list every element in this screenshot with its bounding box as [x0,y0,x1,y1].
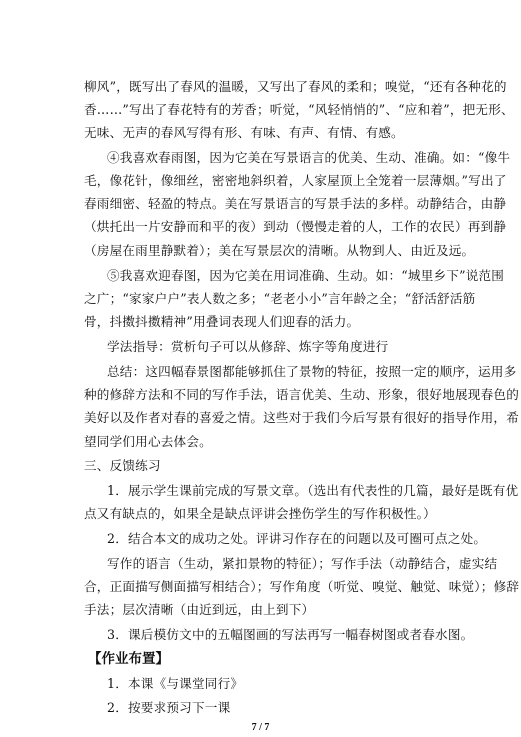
paragraph-line: 香……”写出了春花特有的芳香；听觉，“风轻悄悄的”、“应和着”，把无形、 [84,102,514,117]
paragraph-line: 合，正面描写侧面描写相结合）；写作角度（听觉、嗅觉、触觉、味觉）；修辞 [84,579,520,594]
paragraph-line: （烘托出一片安静而和平的夜）到动（慢慢走着的人，工作的农民）再到静 [84,219,507,234]
paragraph-line: 毛，像花针，像细丝，密密地斜织着，人家屋顶上全笼着一层薄烟。”写出了 [84,173,507,188]
paragraph-line: 学法指导：赏析句子可以从修辞、炼字等角度进行 [107,339,389,354]
paragraph-line: 柳风”，既写出了春风的温暖，又写出了春风的柔和；嗅觉，“还有各种花的 [84,79,507,94]
paragraph-line: 总结：这四幅春景图都能够抓住了景物的特征，按照一定的顺序，运用多 [107,364,517,379]
paragraph-line: 写作的语言（生动，紧扣景物的特征）；写作手法（动静结合，虚实结 [107,556,498,571]
paragraph-line: 3．课后模仿文中的五幅图画的写法再写一幅春树图或者春水图。 [107,627,474,642]
paragraph-line: 春雨细密、轻盈的特点。美在写景语言的写景手法的多样。动静结合，由静 [84,196,507,211]
homework-heading: 【作业布置】 [88,651,169,667]
paragraph-line: 美好以及作者对春的喜爱之情。这些对于我们今后写景有很好的指导作用，希 [84,410,519,425]
paragraph-line: （房屋在雨里静默着）；美在写景层次的清晰。从物到人、由近及远。 [84,243,475,258]
page-number: 7 / 7 [251,722,270,733]
paragraph-line: 2．结合本文的成功之处。评讲习作存在的问题以及可圈可点之处。 [107,531,487,546]
paragraph-line: 1．展示学生课前完成的写景文章。（选出有代表性的几篇，最好是既有优 [107,483,519,498]
homework-item: 1．本课《与课堂同行》 [107,676,244,691]
paragraph-line: 点又有缺点的，如果全是缺点评讲会挫伤学生的写作积极性。） [84,506,436,521]
paragraph-line: 骨，抖擞抖擞精神”用叠词表现人们迎春的活力。 [84,314,360,329]
paragraph-line: 手法；层次清晰（由近到远，由上到下） [84,602,315,617]
paragraph-line: ⑤我喜欢迎春图，因为它美在用词准确、生动。如：“城里乡下”说范围 [107,268,505,283]
paragraph-line: 之广；“家家户户”表人数之多；“老老小小”言年龄之全；“舒活舒活筋 [84,291,476,306]
section-heading: 三、反馈练习 [84,458,161,473]
paragraph-line: 望同学们用心去体会。 [84,434,212,449]
paragraph-line: 无味、无声的春风写得有形、有味、有声、有情、有感。 [84,125,404,140]
homework-item: 2．按要求预习下一课 [107,700,231,715]
paragraph-line: ④我喜欢春雨图，因为它美在写景语言的优美、生动、准确。如：“像牛 [107,150,511,165]
paragraph-line: 种的修辞方法和不同的写作手法，语言优美、生动、形象，很好地展现春色的 [84,387,519,402]
